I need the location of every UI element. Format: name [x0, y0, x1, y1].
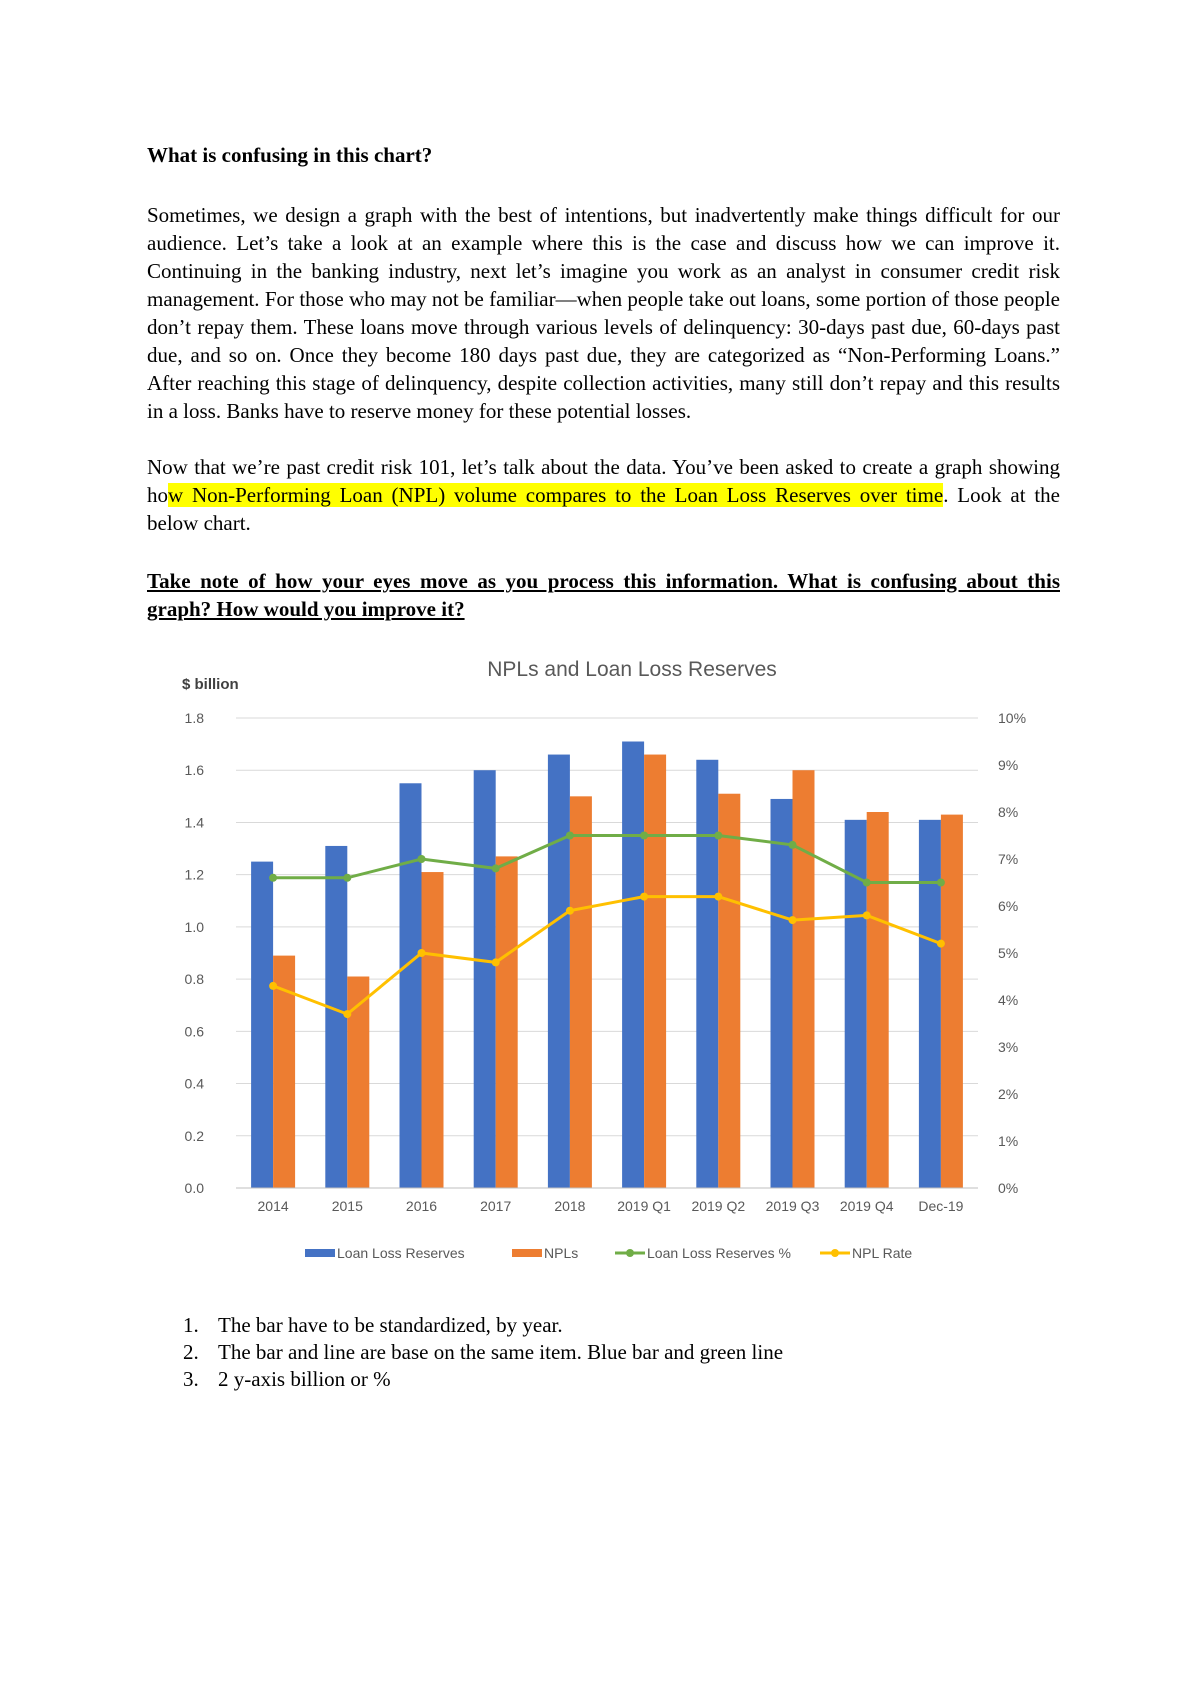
bar-loan-loss-reserves	[845, 820, 867, 1188]
bar-npls	[347, 977, 369, 1189]
legend-swatch-npls	[512, 1249, 542, 1257]
point-loan-loss-reserves-	[492, 864, 500, 872]
answer-text: The bar and line are base on the same item. Blue bar and green line	[218, 1340, 784, 1364]
page-heading: What is confusing in this chart?	[147, 143, 433, 167]
y-tick-label: 0.0	[184, 1180, 204, 1196]
point-loan-loss-reserves-	[863, 879, 871, 887]
bar-loan-loss-reserves	[400, 783, 422, 1188]
point-loan-loss-reserves-	[269, 874, 277, 882]
y2-tick-label: 2%	[998, 1086, 1019, 1102]
line-loan-loss-reserves-	[273, 836, 941, 883]
y2-tick-label: 5%	[998, 945, 1019, 961]
y-tick-label: 0.6	[184, 1023, 204, 1040]
answer-text: 2 y-axis billion or %	[218, 1367, 391, 1391]
x-tick-label: 2014	[257, 1198, 289, 1214]
answer-number: 1.	[183, 1313, 199, 1337]
x-tick-label: 2017	[480, 1198, 512, 1214]
bar-npls	[718, 794, 740, 1188]
y-tick-label: 1.0	[184, 918, 204, 935]
x-tick-label: 2019 Q4	[839, 1198, 894, 1214]
legend-marker-loan-loss-reserves-	[626, 1249, 634, 1257]
point-loan-loss-reserves-	[640, 832, 648, 840]
y2-tick-label: 6%	[998, 898, 1019, 914]
bar-loan-loss-reserves	[251, 862, 273, 1188]
point-npl-rate	[789, 916, 797, 924]
data-paragraph-end: . Look at the below chart.	[147, 483, 1060, 535]
y2-tick-label: 10%	[998, 710, 1027, 726]
legend-label-loan-loss-reserves: Loan Loss Reserves	[337, 1245, 465, 1261]
y2-tick-label: 3%	[998, 1039, 1019, 1055]
point-loan-loss-reserves-	[714, 832, 722, 840]
bar-loan-loss-reserves	[771, 799, 793, 1188]
answer-number: 3.	[183, 1367, 199, 1391]
bar-loan-loss-reserves	[548, 755, 570, 1188]
y-tick-label: 1.8	[184, 710, 204, 726]
x-tick-label: 2015	[331, 1198, 363, 1214]
y2-tick-label: 8%	[998, 804, 1019, 820]
legend-label-npls: NPLs	[544, 1245, 579, 1261]
answer-text: The bar have to be standardized, by year.	[218, 1313, 563, 1337]
answer-item-2	[183, 1339, 783, 1366]
x-tick-label: 2019 Q3	[765, 1198, 820, 1214]
y-tick-label: 1.6	[184, 762, 204, 779]
bar-loan-loss-reserves	[622, 742, 644, 1189]
chart-svg	[160, 650, 1060, 1275]
legend-label-loan-loss-reserves-: Loan Loss Reserves %	[647, 1245, 791, 1261]
y2-tick-label: 0%	[998, 1180, 1019, 1196]
point-npl-rate	[492, 958, 500, 966]
bar-loan-loss-reserves	[696, 760, 718, 1188]
answer-item-1	[183, 1312, 783, 1339]
x-tick-label: 2019 Q2	[691, 1198, 746, 1214]
x-tick-label: 2016	[405, 1198, 438, 1214]
answer-number: 2.	[183, 1340, 199, 1364]
point-loan-loss-reserves-	[566, 832, 574, 840]
chart-title: NPLs and Loan Loss Reserves	[487, 658, 777, 681]
point-loan-loss-reserves-	[937, 879, 945, 887]
x-tick-label: Dec-19	[918, 1198, 964, 1214]
intro-paragraph: Sometimes, we design a graph with the best of intentions, but inadvertently make things difficult for our audience. Let’s take a look at an example where this is the case and discuss how we can improve it. Continuing in the banking industry, next let’s imagine you work as an analyst in consumer credit risk management. For those who may not be familiar—when people take out loans, some portion of those people don’t repay them. These loans move through various levels of delinquency: 30-days past due, 60-days past due, and so on. Once they become 180 days past due, they are categorized as “Non-Performing Loans.” After reaching this stage of delinquency, despite collection activities, many still don’t repay and this results in a loss. Banks have to reserve money for these potential losses.	[147, 203, 1060, 423]
bar-loan-loss-reserves	[325, 846, 347, 1188]
answer-item-3	[183, 1366, 783, 1393]
bar-npls	[941, 815, 963, 1188]
point-npl-rate	[566, 907, 574, 915]
x-tick-label: 2019 Q1	[617, 1198, 671, 1214]
point-npl-rate	[714, 893, 722, 901]
point-loan-loss-reserves-	[789, 841, 797, 849]
point-npl-rate	[640, 893, 648, 901]
point-loan-loss-reserves-	[418, 855, 426, 863]
point-loan-loss-reserves-	[343, 874, 351, 882]
point-npl-rate	[863, 911, 871, 919]
y2-tick-label: 4%	[998, 992, 1019, 1008]
bar-npls	[496, 856, 518, 1188]
y2-tick-label: 7%	[998, 851, 1019, 867]
point-npl-rate	[418, 949, 426, 957]
point-npl-rate	[937, 940, 945, 948]
line-npl-rate	[273, 897, 941, 1015]
y-tick-label: 0.2	[184, 1127, 204, 1144]
legend-marker-npl-rate	[831, 1249, 839, 1257]
npl-chart	[160, 650, 1060, 1275]
answer-list	[183, 1312, 783, 1393]
y-tick-label: 1.2	[184, 866, 204, 883]
y-axis-label: $ billion	[182, 676, 239, 693]
y-tick-label: 0.8	[184, 971, 204, 988]
bar-npls	[867, 812, 889, 1188]
task-prompt: Take note of how your eyes move as you process this information. What is confusing about this graph? How would you improve it?	[147, 569, 1060, 621]
point-npl-rate	[343, 1010, 351, 1018]
data-paragraph	[147, 453, 1060, 537]
bar-npls	[793, 770, 815, 1188]
data-paragraph-text: Now that we’re past credit risk 101, let’s talk about the data. You’ve been asked to create a graph showing ho	[147, 455, 1060, 507]
bar-npls	[422, 872, 444, 1188]
bar-npls	[644, 755, 666, 1188]
y2-tick-label: 9%	[998, 757, 1019, 773]
point-npl-rate	[269, 982, 277, 990]
bar-loan-loss-reserves	[474, 770, 496, 1188]
legend-label-npl-rate: NPL Rate	[852, 1245, 913, 1261]
bar-npls	[570, 796, 592, 1188]
highlighted-text: w Non-Performing Loan (NPL) volume compares to the Loan Loss Reserves over time	[168, 483, 944, 507]
y2-tick-label: 1%	[998, 1133, 1019, 1149]
legend-swatch-loan-loss-reserves	[305, 1249, 335, 1257]
x-tick-label: 2018	[554, 1198, 586, 1214]
y-tick-label: 0.4	[184, 1075, 204, 1092]
y-tick-label: 1.4	[184, 814, 204, 831]
bar-loan-loss-reserves	[919, 820, 941, 1188]
